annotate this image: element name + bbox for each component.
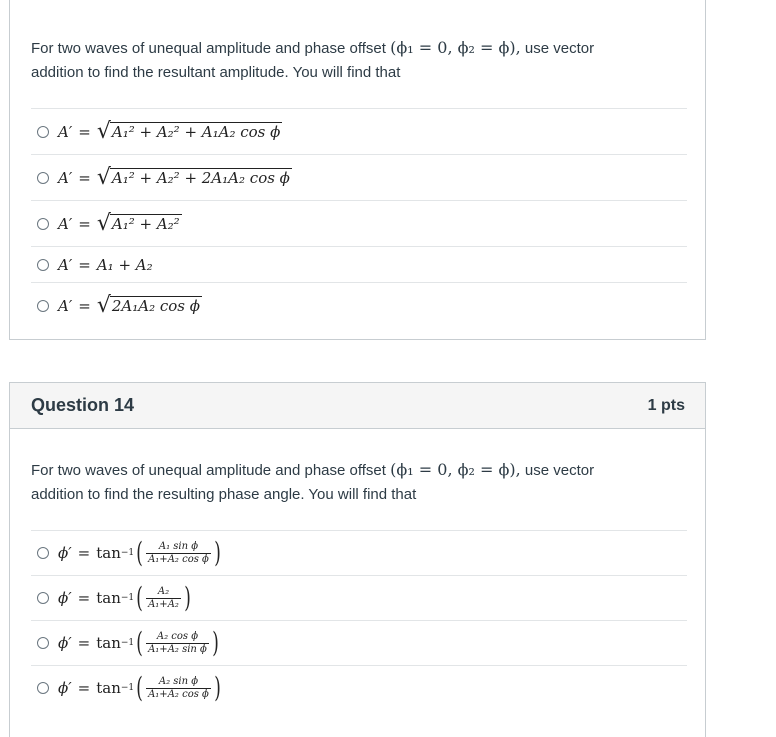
answer-formula: A′ = √ A₁² + A₂²: [58, 210, 180, 236]
sqrt: √ A₁² + A₂²: [96, 210, 180, 236]
answer-formula: A′ = √ 2A₁A₂ cos ϕ: [58, 292, 200, 318]
question-13-card: [9, 0, 706, 340]
answer-formula: ϕ′ = tan −1 ( $\frac{\text{A₂ sin ϕ}}{\text{A₁+A₂ cos ϕ}}$ ): [58, 671, 221, 704]
fraction: $\frac{\text{A₂ sin ϕ}}{\text{A₁+A₂ cos ϕ}}$: [148, 675, 209, 700]
answer-formula: ϕ′ = tan −1 ( $\frac{\text{A₂}}{\text{A₁+A₂}}$ ): [58, 581, 191, 614]
radio-button[interactable]: [37, 172, 49, 184]
answer-option[interactable]: [31, 154, 687, 200]
answer-option[interactable]: [31, 575, 687, 620]
sqrt: √ 2A₁A₂ cos ϕ: [96, 292, 200, 318]
answer-option[interactable]: [31, 108, 687, 154]
answer-formula: A′ = √ A₁² + A₂² + A₁A₂ cos ϕ: [58, 118, 281, 144]
answer-option[interactable]: [31, 246, 687, 282]
question-header: [10, 383, 705, 429]
question-14-answers: [31, 530, 687, 710]
radio-button[interactable]: [37, 218, 49, 230]
sqrt: √ A₁² + A₂² + 2A₁A₂ cos ϕ: [96, 164, 290, 190]
question-13-prompt-math: (ϕ₁ = 0, ϕ₂ = ϕ),: [390, 38, 521, 57]
answer-option[interactable]: [31, 530, 687, 575]
answer-option[interactable]: [31, 620, 687, 665]
radio-button[interactable]: [37, 547, 49, 559]
radio-button[interactable]: [37, 126, 49, 138]
radio-button[interactable]: [37, 592, 49, 604]
radio-button[interactable]: [37, 682, 49, 694]
question-title: Question 14: [31, 395, 135, 415]
answer-formula: ϕ′ = tan −1 ( $\frac{\text{A₁ sin ϕ}}{\text{A₁+A₂ cos ϕ}}$ ): [58, 536, 221, 569]
question-14-card: [9, 382, 706, 737]
question-14-prompt: For two waves of unequal amplitude and phase offset (ϕ₁ = 0, ϕ₂ = ϕ), use vector addition to find the resulting phase angle. You will find that: [31, 460, 595, 503]
answer-option[interactable]: [31, 282, 687, 328]
fraction: $\frac{\text{A₁ sin ϕ}}{\text{A₁+A₂ cos ϕ}}$: [148, 540, 209, 565]
answer-formula: A′ = A₁ + A₂: [58, 255, 153, 274]
sqrt: √ A₁² + A₂² + A₁A₂ cos ϕ: [96, 118, 281, 144]
question-13-prompt: For two waves of unequal amplitude and phase offset (ϕ₁ = 0, ϕ₂ = ϕ), use vector addition to find the resultant amplitude. You will find that: [31, 38, 595, 81]
question-14-prompt-math: (ϕ₁ = 0, ϕ₂ = ϕ),: [390, 460, 521, 479]
question-points: 1 pts: [647, 396, 685, 414]
answer-option[interactable]: [31, 200, 687, 246]
fraction: $\frac{\text{A₂}}{\text{A₁+A₂}}$: [148, 585, 179, 610]
radio-button[interactable]: [37, 637, 49, 649]
answer-formula: A′ = √ A₁² + A₂² + 2A₁A₂ cos ϕ: [58, 164, 290, 190]
radio-button[interactable]: [37, 300, 49, 312]
fraction: $\frac{\text{A₂ cos ϕ}}{\text{A₁+A₂ sin ϕ}}$: [148, 630, 207, 655]
answer-option[interactable]: [31, 665, 687, 710]
radio-button[interactable]: [37, 259, 49, 271]
question-13-answers: [31, 108, 687, 328]
answer-formula: ϕ′ = tan −1 ( $\frac{\text{A₂ cos ϕ}}{\text{A₁+A₂ sin ϕ}}$ ): [58, 626, 219, 659]
